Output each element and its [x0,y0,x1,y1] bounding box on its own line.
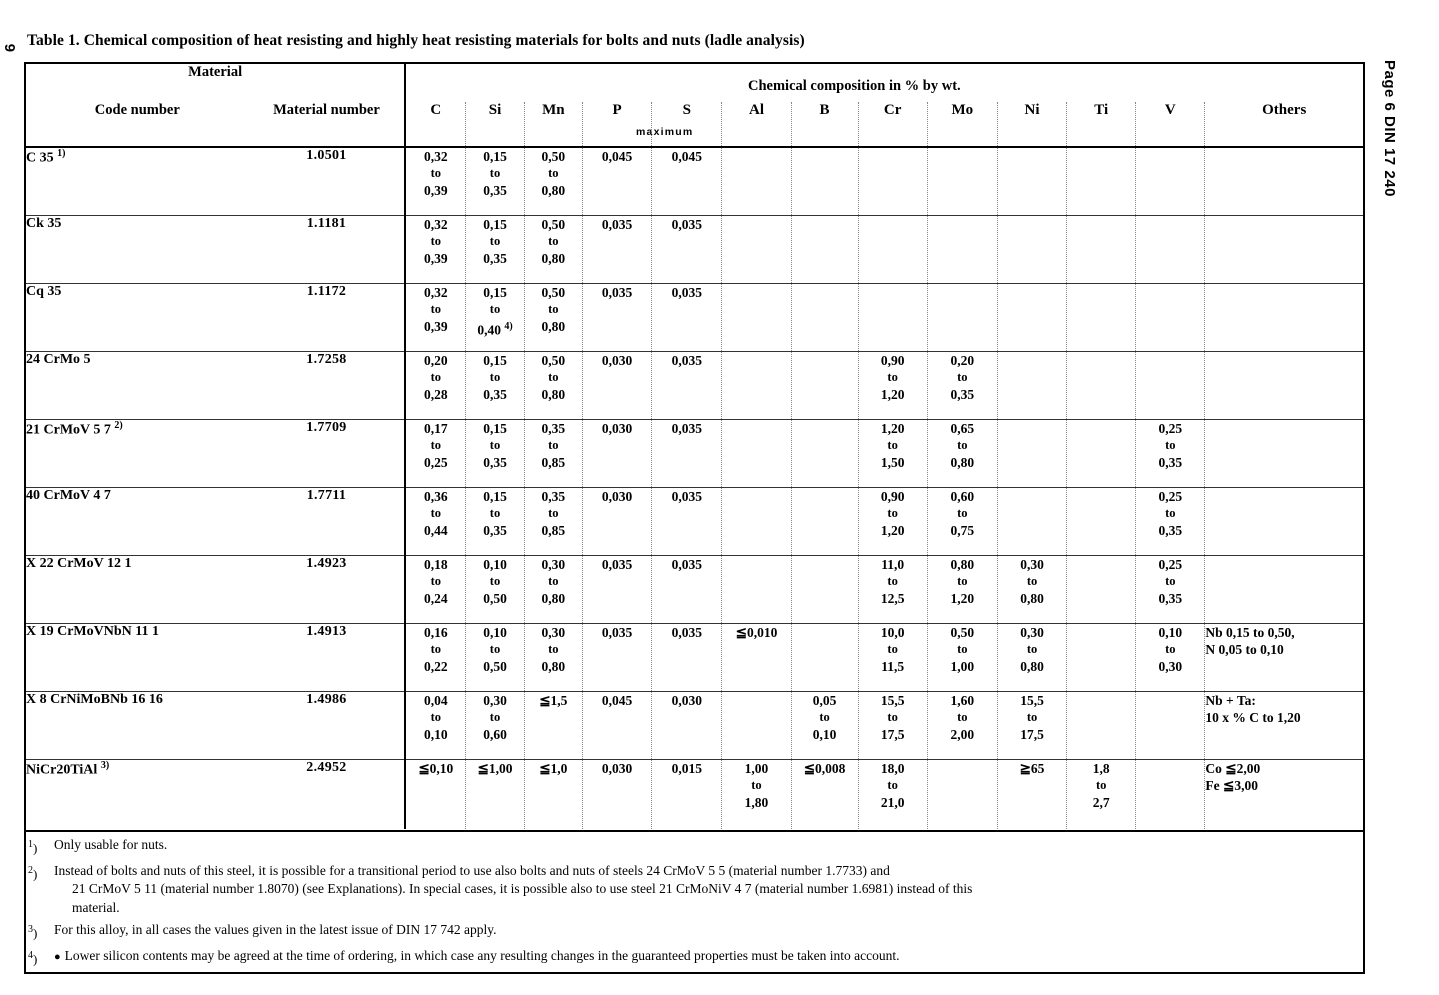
cell-material-number: 1.4986 [249,691,406,759]
cell-cr: 18,0 to 21,0 [858,759,927,829]
cell-p: 0,030 [583,419,652,487]
table-row [26,147,1363,215]
cell-material-number: 1.7711 [249,487,406,555]
cell-mo: 0,50 to 1,00 [927,623,997,691]
cell-others [1205,283,1363,351]
cell-b: ≦0,008 [791,759,858,829]
header-col-si: Si [466,102,524,147]
cell-ni [997,351,1066,419]
cell-al [722,419,791,487]
cell-material-number: 1.4913 [249,623,406,691]
cell-c: 0,16 to 0,22 [405,623,466,691]
cell-material-number: 1.1181 [249,215,406,283]
cell-mo [927,215,997,283]
cell-si: 0,15 to 0,35 [466,215,524,283]
cell-v: 0,25 to 0,35 [1136,487,1205,555]
cell-c: 0,04 to 0,10 [405,691,466,759]
header-col-al: Al [722,102,791,147]
cell-code-number: Ck 35 [26,215,249,283]
cell-cr: 15,5 to 17,5 [858,691,927,759]
header-material-group: Material [26,64,405,102]
cell-s: 0,045 [652,147,722,215]
cell-si: 0,30 to 0,60 [466,691,524,759]
footnote-item [28,862,1358,918]
cell-v [1136,351,1205,419]
cell-mo [927,759,997,829]
cell-p: 0,035 [583,555,652,623]
footnote-marker: $^2$) [28,864,38,882]
cell-others [1205,555,1363,623]
cell-mo [927,147,997,215]
cell-code-number: 24 CrMo 5 [26,351,249,419]
cell-p: 0,045 [583,147,652,215]
cell-b: 0,05 to 0,10 [791,691,858,759]
cell-b [791,215,858,283]
cell-ti: 1,8 to 2,7 [1067,759,1136,829]
table-body [26,147,1363,829]
cell-code-number: X 19 CrMoVNbN 11 1 [26,623,249,691]
cell-al [722,487,791,555]
cell-b [791,351,858,419]
cell-v: 0,25 to 0,35 [1136,555,1205,623]
cell-c: 0,18 to 0,24 [405,555,466,623]
cell-b [791,419,858,487]
footnote-marker: $^1$) [28,839,38,856]
cell-al: ≦0,010 [722,623,791,691]
cell-c: 0,36 to 0,44 [405,487,466,555]
table-row [26,351,1363,419]
cell-al [722,555,791,623]
cell-mn: 0,30 to 0,80 [524,623,582,691]
footnote-separator [24,830,1365,832]
cell-others [1205,147,1363,215]
cell-v [1136,283,1205,351]
cell-p: 0,030 [583,487,652,555]
cell-s: 0,035 [652,555,722,623]
cell-s: 0,035 [652,419,722,487]
cell-mn: 0,50 to 0,80 [524,283,582,351]
footnote-text: Instead of bolts and nuts of this steel, it is possible for a transitional period to use also bolts and nuts of steels 24 CrMoV 5 5 (material number 1.7733) and 21 CrMoV 5 11 (material number 1.8070) (see Explanations). In special cases, it is possible also to use steel 21 CrMoNiV 4 7 (material number 1.6981) instead of this material. [54,862,973,915]
cell-code-number: Cq 35 [26,283,249,351]
cell-si: 0,15 to 0,35 [466,147,524,215]
cell-v [1136,691,1205,759]
cell-ti [1067,555,1136,623]
cell-c: 0,32 to 0,39 [424,149,448,198]
cell-others [1205,215,1363,283]
cell-ti [1067,487,1136,555]
cell-b [791,283,858,351]
table-row [26,283,1363,351]
cell-cr: 0,90 to 1,20 [858,351,927,419]
footnote-text: Only usable for nuts. [54,837,168,852]
cell-mo: 1,60 to 2,00 [927,691,997,759]
footnote-item [28,836,1358,858]
cell-mn: 0,50 to 0,80 [524,351,582,419]
cell-c: 0,32 to 0,39 [405,215,466,283]
cell-p: 0,030 [583,759,652,829]
header-col-ti: Ti [1067,102,1136,147]
cell-ti [1067,351,1136,419]
cell-cr [858,283,927,351]
table-row [26,691,1363,759]
cell-code-number: X 8 CrNiMoBNb 16 16 [26,691,249,759]
cell-others [1205,351,1363,419]
header-row-columns [26,102,1363,147]
cell-si: 0,15 to 0,35 [466,419,524,487]
cell-ti [1067,419,1136,487]
cell-ti [1067,283,1136,351]
cell-si: 0,10 to 0,50 [466,623,524,691]
cell-mo: 0,65 to 0,80 [927,419,997,487]
composition-table-grid [26,64,1363,829]
cell-ni [997,283,1066,351]
cell-mn: 0,30 to 0,80 [524,555,582,623]
header-col-v: V [1136,102,1205,147]
table-row [26,419,1363,487]
cell-al [722,691,791,759]
cell-material-number: 1.1172 [249,283,406,351]
cell-mn: 0,50 to 0,80 [524,215,582,283]
cell-al: 1,00 to 1,80 [722,759,791,829]
cell-ni [997,487,1066,555]
cell-s: 0,035 [652,351,722,419]
footnote-text: For this alloy, in all cases the values given in the latest issue of DIN 17 742 apply. [54,922,497,938]
cell-mn: 0,35 to 0,85 [524,487,582,555]
cell-mo: 0,80 to 1,20 [927,555,997,623]
footnote-text: ● Lower silicon contents may be agreed at the time of ordering, in which case any resulting changes in the guaranteed properties must be taken into account. [54,948,900,964]
cell-s: 0,035 [652,215,722,283]
cell-c: 0,17 to 0,25 [405,419,466,487]
cell-p: 0,035 [583,215,652,283]
footnote-marker: $^4$) [28,950,38,967]
cell-mn: ≦1,0 [524,759,582,829]
cell-material-number: 1.7258 [249,351,406,419]
cell-ti [1067,147,1136,215]
cell-material-number: 1.7709 [249,419,406,487]
header-row-group [26,64,1363,102]
cell-cr: 1,20 to 1,50 [858,419,927,487]
cell-material-number: 2.4952 [249,759,406,829]
left-page-number: 6 [2,43,19,52]
cell-b [791,555,858,623]
cell-ni: 15,5 to 17,5 [997,691,1066,759]
cell-al [722,351,791,419]
cell-ni: 0,30 to 0,80 [997,623,1066,691]
header-col-cr: Cr [858,102,927,147]
header-col-p: P [583,102,652,147]
cell-material-number: 1.4923 [249,555,406,623]
cell-cr: 10,0 to 11,5 [858,623,927,691]
cell-al [722,215,791,283]
footnote-marker: $^3$) [28,924,38,941]
cell-s: 0,030 [652,691,722,759]
cell-c: ≦0,10 [405,759,466,829]
header-material-number: Material number [249,102,406,147]
cell-s: 0,015 [652,759,722,829]
cell-v: 0,10 to 0,30 [1136,623,1205,691]
header-col-c: C [430,102,442,118]
maximum-sublabel: maximum [636,126,694,138]
footnote-bullet-icon: ● [54,951,61,964]
cell-p: 0,035 [583,283,652,351]
cell-ti [1067,623,1136,691]
cell-c: 0,20 to 0,28 [405,351,466,419]
table-row [26,555,1363,623]
cell-b [791,487,858,555]
footnotes-block [28,836,1358,973]
cell-v: 0,25 to 0,35 [1136,419,1205,487]
header-col-mn: Mn [524,102,582,147]
cell-code-number: C 35 $^{1)}$ [26,148,66,166]
cell-mn: ≦1,5 [524,691,582,759]
header-code-number: Code number [94,102,180,118]
cell-ni: 0,30 to 0,80 [997,555,1066,623]
header-col-mo: Mo [927,102,997,147]
cell-others: Co ≦2,00 Fe ≦3,00 [1205,759,1363,829]
cell-si: 0,10 to 0,50 [466,555,524,623]
cell-others: Nb 0,15 to 0,50, N 0,05 to 0,10 [1205,623,1363,691]
cell-mo [927,283,997,351]
cell-material-number: 1.0501 [249,147,406,215]
cell-p: 0,035 [583,623,652,691]
table-row [26,487,1363,555]
cell-v [1136,759,1205,829]
cell-p: 0,030 [583,351,652,419]
header-col-ni: Ni [997,102,1066,147]
cell-b [791,147,858,215]
table-caption: Table 1. Chemical composition of heat resisting and highly heat resisting materials for bolts and nuts (ladle analysis) [27,32,805,49]
cell-cr: 11,0 to 12,5 [858,555,927,623]
table-row [26,215,1363,283]
cell-code-number: 40 CrMoV 4 7 [26,487,249,555]
cell-mn: 0,35 to 0,85 [524,419,582,487]
cell-cr: 0,90 to 1,20 [858,487,927,555]
table-header [26,64,1363,147]
cell-s: 0,035 [652,623,722,691]
cell-others [1205,419,1363,487]
cell-ti [1067,215,1136,283]
footnote-item [28,921,1358,943]
cell-ni: ≧65 [997,759,1066,829]
cell-s: 0,035 [652,283,722,351]
cell-code-number: 21 CrMoV 5 7 $^{2)}$ [26,419,249,487]
cell-v [1136,147,1205,215]
right-margin-page-label: Page 6 DIN 17 240 [1381,60,1398,197]
header-col-b: B [791,102,858,147]
cell-code-number: NiCr20TiAl $^{3)}$ [26,759,249,829]
cell-mo: 0,20 to 0,35 [927,351,997,419]
header-chem-group-spacer [405,64,1363,102]
cell-ti [1067,691,1136,759]
header-col-others: Others [1205,102,1363,147]
cell-si: 0,15 to 0,35 [466,487,524,555]
cell-s: 0,035 [652,487,722,555]
cell-others [1205,487,1363,555]
cell-si: 0,15 to 0,40 $^{4)}$ [466,283,524,351]
cell-al [722,147,791,215]
cell-v [1136,215,1205,283]
cell-p: 0,045 [583,691,652,759]
cell-code-number: X 22 CrMoV 12 1 [26,555,249,623]
cell-ni [997,215,1066,283]
table-row [26,623,1363,691]
cell-ni [997,147,1066,215]
cell-ni [997,419,1066,487]
cell-mn: 0,50 to 0,80 [524,147,582,215]
table-row [26,759,1363,829]
cell-cr [858,215,927,283]
cell-mo: 0,60 to 0,75 [927,487,997,555]
cell-si: 0,15 to 0,35 [466,351,524,419]
cell-si: ≦1,00 [466,759,524,829]
footnote-item [28,947,1358,969]
cell-cr [858,147,927,215]
cell-b [791,623,858,691]
cell-al [722,283,791,351]
cell-others: Nb + Ta: 10 x % C to 1,20 [1205,691,1363,759]
header-col-s: S [652,102,722,147]
chemical-composition-group-header: Chemical composition in % by wt. [748,78,961,94]
cell-c: 0,32 to 0,39 [405,283,466,351]
